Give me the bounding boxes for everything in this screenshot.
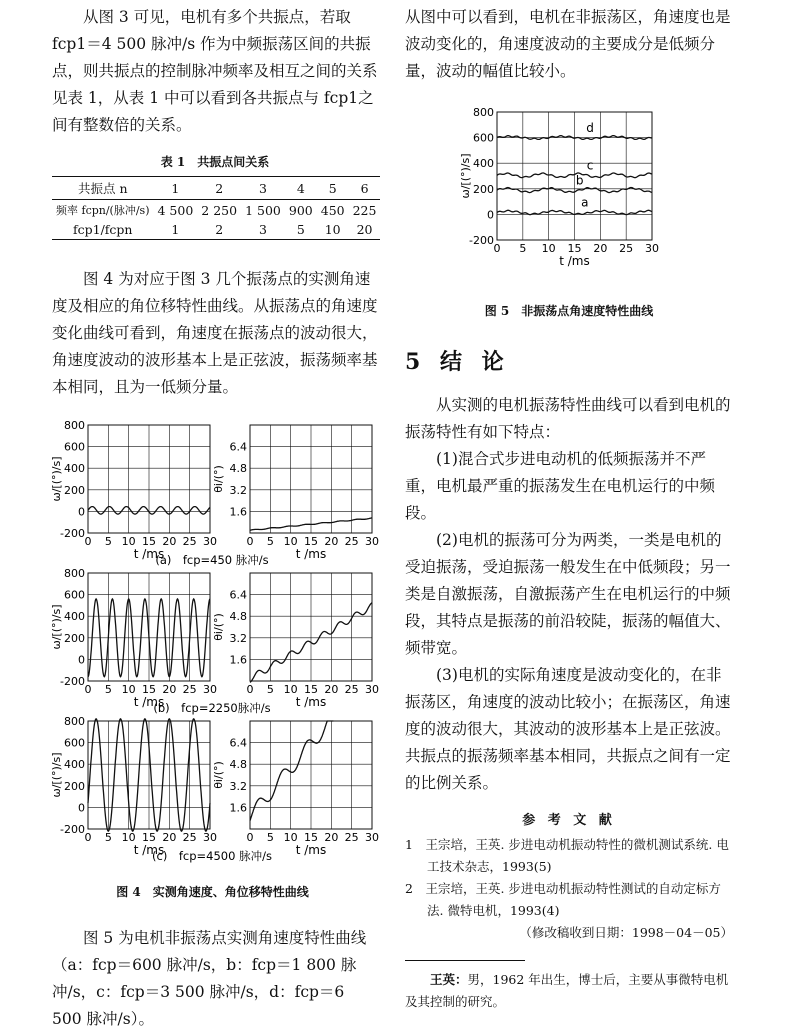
y-tick-label: 800 — [64, 419, 85, 432]
x-tick-label: 25 — [619, 242, 634, 255]
x-axis-label: t /ms — [295, 547, 327, 561]
paragraph: (3)电机的实际角速度是波动变化的，在非振荡区，角速度的波动比较小；在振荡区，角速度的波动很大，其波动的波形基本上是正弦波。共振点的振荡频率基本相同，共振点之间有一定的比例关系。 — [405, 666, 731, 792]
y-tick-label: 200 — [64, 631, 85, 645]
y-tick-label: -200 — [60, 527, 85, 540]
x-tick-label: 0 — [246, 535, 254, 548]
x-tick-label: 20 — [162, 683, 177, 696]
paragraph: 从图中可以看到，电机在非振荡区，角速度也是波动变化的，角速度波动的主要成分是低频分量，波动的幅值比较小。 — [405, 8, 731, 80]
y-tick-label: 0 — [78, 505, 85, 519]
figure-5 — [405, 100, 733, 330]
x-axis-label: t /ms — [295, 843, 327, 857]
x-tick-label: 10 — [121, 831, 136, 844]
left-bottom — [52, 925, 378, 1033]
footnote-divider — [405, 960, 525, 961]
x-tick-label: 20 — [162, 535, 177, 548]
y-axis-label: ω/[(°)/s] — [459, 153, 472, 199]
y-tick-label: -200 — [469, 234, 494, 247]
x-tick-label: 0 — [84, 831, 92, 844]
references-title: 参 考 文 献 — [522, 813, 616, 828]
x-tick-label: 25 — [344, 831, 359, 844]
table-cell: 1 — [154, 177, 198, 200]
y-tick-label: 400 — [64, 610, 85, 624]
figure-caption: 图 5 非振荡点角速度特性曲线 — [484, 304, 654, 318]
table-cell: 5 — [285, 220, 317, 240]
section-title: 5 结 论 — [405, 349, 510, 375]
y-tick-label: 3.2 — [229, 779, 247, 793]
x-axis-label: t /ms — [559, 254, 590, 268]
y-tick-label: 200 — [64, 779, 85, 793]
y-axis-label: θi/(°) — [212, 465, 225, 493]
y-axis-label: ω/[(°)/s] — [50, 604, 63, 650]
x-tick-label: 25 — [182, 831, 197, 844]
x-tick-label: 30 — [365, 535, 379, 548]
y-tick-label: -200 — [60, 823, 85, 836]
y-axis-label: θi/(°) — [212, 613, 225, 641]
x-tick-label: 5 — [104, 683, 112, 696]
paragraph: 从实测的电机振荡特性曲线可以看到电机的振荡特性有如下特点： — [405, 396, 731, 441]
table-cell: 1 — [154, 220, 198, 240]
y-tick-label: 200 — [473, 182, 494, 196]
y-tick-label: 6.4 — [229, 588, 247, 602]
series-label: c — [586, 158, 594, 173]
x-tick-label: 10 — [283, 683, 298, 696]
right-column — [405, 4, 733, 85]
table-cell: 2 — [197, 220, 241, 240]
y-axis-label: ω/[(°)/s] — [50, 456, 63, 502]
x-tick-label: 20 — [324, 683, 339, 696]
y-tick-label: -200 — [60, 675, 85, 688]
table-cell: 4 — [285, 177, 317, 200]
x-tick-label: 10 — [283, 831, 298, 844]
table-cell: 共振点 n — [52, 177, 154, 200]
table-cell: 4 500 — [157, 202, 194, 218]
y-tick-label: 6.4 — [229, 736, 247, 750]
table-cell: 频率 fcpn/(脉冲/s) — [56, 204, 150, 217]
table-cell: 900 — [288, 202, 313, 218]
x-tick-label: 10 — [121, 683, 136, 696]
author-name: 王英： — [430, 972, 468, 987]
table-cell: 3 — [241, 177, 285, 200]
y-tick-label: 600 — [64, 736, 85, 750]
x-tick-label: 5 — [266, 535, 274, 548]
y-tick-label: 200 — [64, 483, 85, 497]
y-tick-label: 4.8 — [229, 462, 247, 476]
x-axis-label: t /ms — [133, 843, 165, 857]
x-tick-label: 5 — [519, 242, 527, 255]
x-tick-label: 5 — [104, 831, 112, 844]
table-cell: 3 — [241, 220, 285, 240]
paragraph: 图 4 为对应于图 3 几个振荡点的实测角速度及相应的角位移特性曲线。从振荡点的角速度变化曲线可看到，角速度在振荡点的波动很大，角速度波动的波形基本上是正弦波，振荡频率基本相同，且为一低频分量。 — [52, 270, 378, 396]
x-tick-label: 20 — [593, 242, 608, 255]
table-cell: 450 — [320, 202, 345, 218]
subfigure-caption: (a) fcp=450 脉冲/s — [155, 553, 269, 567]
x-tick-label: 10 — [121, 535, 136, 548]
y-tick-label: 400 — [64, 462, 85, 476]
x-tick-label: 0 — [246, 831, 254, 844]
author-bio — [405, 969, 733, 1013]
paragraph: 从图 3 可见，电机有多个共振点，若取 fcp1＝4 500 脉冲/s 作为中频振荡区间的共振点，则共振点的控制脉冲频率及相互之间的关系见表 1，从表 1 中可以看到各共振点与 fcp1之间有整数倍的关系。 — [52, 8, 378, 134]
table-cell: 2 — [197, 177, 241, 200]
y-tick-label: 800 — [64, 715, 85, 728]
series-label: d — [586, 120, 594, 135]
x-tick-label: 0 — [246, 683, 254, 696]
paragraph: (2)电机的振荡可分为两类，一类是电机的受迫振荡，受迫振荡一般发生在中低频段；另一类是自激振荡，自激振荡产生在电机运行的中频段，其特点是振荡的前沿较陡，振荡的幅值大、频带宽。 — [405, 531, 731, 657]
x-tick-label: 25 — [344, 683, 359, 696]
paragraph: (1)混合式步进电动机的低频振荡并不严重，电机最严重的振荡发生在电机运行的中频段。 — [405, 450, 716, 522]
x-tick-label: 15 — [567, 242, 582, 255]
x-tick-label: 15 — [142, 831, 156, 844]
reference-item: 2 王宗培，王英. 步进电动机振动特性测试的自动定标方法. 微特电机，1993(4) — [405, 881, 721, 918]
x-tick-label: 15 — [304, 535, 318, 548]
table-1 — [52, 153, 378, 240]
x-axis-label: t /ms — [133, 547, 165, 561]
x-tick-label: 30 — [203, 535, 217, 548]
x-tick-label: 25 — [182, 535, 197, 548]
table-cell: 225 — [352, 202, 377, 218]
y-axis-label: θi/(°) — [212, 761, 225, 789]
x-tick-label: 10 — [283, 535, 298, 548]
x-tick-label: 15 — [142, 535, 156, 548]
x-tick-label: 0 — [84, 683, 92, 696]
x-tick-label: 15 — [304, 683, 318, 696]
author-bio-text: 男，1962 年出生，博士后，主要从事微特电机及其控制的研究。 — [405, 972, 729, 1009]
subfigure-caption: (b) fcp=2250脉冲/s — [153, 701, 271, 715]
x-tick-label: 5 — [104, 535, 112, 548]
y-tick-label: 6.4 — [229, 440, 247, 454]
y-tick-label: 400 — [64, 758, 85, 772]
y-tick-label: 3.2 — [229, 631, 247, 645]
received-date: （修改稿收到日期：1998－04－05） — [519, 925, 733, 940]
table-cell: 10 — [317, 220, 349, 240]
table-cell: 2 250 — [201, 202, 238, 218]
series-label: a — [581, 195, 589, 210]
figure-caption: 图 4 实测角速度、角位移特性曲线 — [116, 885, 309, 899]
x-tick-label: 5 — [266, 683, 274, 696]
x-tick-label: 30 — [645, 242, 659, 255]
left-column — [52, 4, 378, 401]
x-tick-label: 15 — [142, 683, 156, 696]
subfigure-caption: (c) fcp=4500 脉冲/s — [152, 849, 272, 863]
table-cell: 6 — [349, 177, 381, 200]
table-cell: 1 500 — [245, 202, 281, 218]
x-tick-label: 20 — [162, 831, 177, 844]
table-caption: 表 1 共振点间关系 — [160, 155, 270, 169]
angle-line — [250, 721, 333, 821]
x-axis-label: t /ms — [295, 695, 327, 709]
x-tick-label: 30 — [203, 683, 217, 696]
x-tick-label: 20 — [324, 535, 339, 548]
y-tick-label: 0 — [78, 653, 85, 667]
y-tick-label: 0 — [78, 801, 85, 815]
figure-4 — [40, 415, 385, 920]
x-tick-label: 5 — [266, 831, 274, 844]
y-tick-label: 800 — [64, 567, 85, 580]
x-tick-label: 30 — [365, 831, 379, 844]
y-tick-label: 1.6 — [229, 653, 247, 667]
paragraph: 图 5 为电机非振荡点实测角速度特性曲线（a：fcp＝600 脉冲/s，b：fcp＝1 800 脉冲/s，c：fcp＝3 500 脉冲/s，d：fcp＝6 500 脉冲/s）。 — [52, 929, 367, 1028]
x-tick-label: 25 — [344, 535, 359, 548]
x-axis-label: t /ms — [133, 695, 165, 709]
y-tick-label: 600 — [64, 588, 85, 602]
y-tick-label: 600 — [473, 131, 494, 145]
x-tick-label: 10 — [541, 242, 556, 255]
reference-item: 1 王宗培，王英. 步进电动机振动特性的微机测试系统. 电工技术杂志，1993(5) — [405, 837, 729, 874]
y-tick-label: 4.8 — [229, 610, 247, 624]
x-tick-label: 20 — [324, 831, 339, 844]
y-tick-label: 800 — [473, 106, 494, 119]
series-label: b — [575, 173, 584, 188]
y-tick-label: 600 — [64, 440, 85, 454]
table-cell: 20 — [349, 220, 381, 240]
figure-4-plots — [40, 415, 385, 895]
y-tick-label: 400 — [473, 157, 494, 171]
x-tick-label: 0 — [84, 535, 92, 548]
y-tick-label: 0 — [487, 208, 494, 222]
x-tick-label: 15 — [304, 831, 318, 844]
figure-5-plot — [405, 100, 733, 290]
x-tick-label: 25 — [182, 683, 197, 696]
y-tick-label: 1.6 — [229, 801, 247, 815]
x-tick-label: 30 — [203, 831, 217, 844]
x-tick-label: 0 — [493, 242, 501, 255]
section-5 — [405, 345, 733, 1013]
y-axis-label: ω/[(°)/s] — [50, 752, 63, 798]
table-cell: fcp1/fcpn — [52, 220, 154, 240]
y-tick-label: 1.6 — [229, 505, 247, 519]
y-tick-label: 4.8 — [229, 758, 247, 772]
y-tick-label: 3.2 — [229, 483, 247, 497]
table-cell: 5 — [317, 177, 349, 200]
x-tick-label: 30 — [365, 683, 379, 696]
